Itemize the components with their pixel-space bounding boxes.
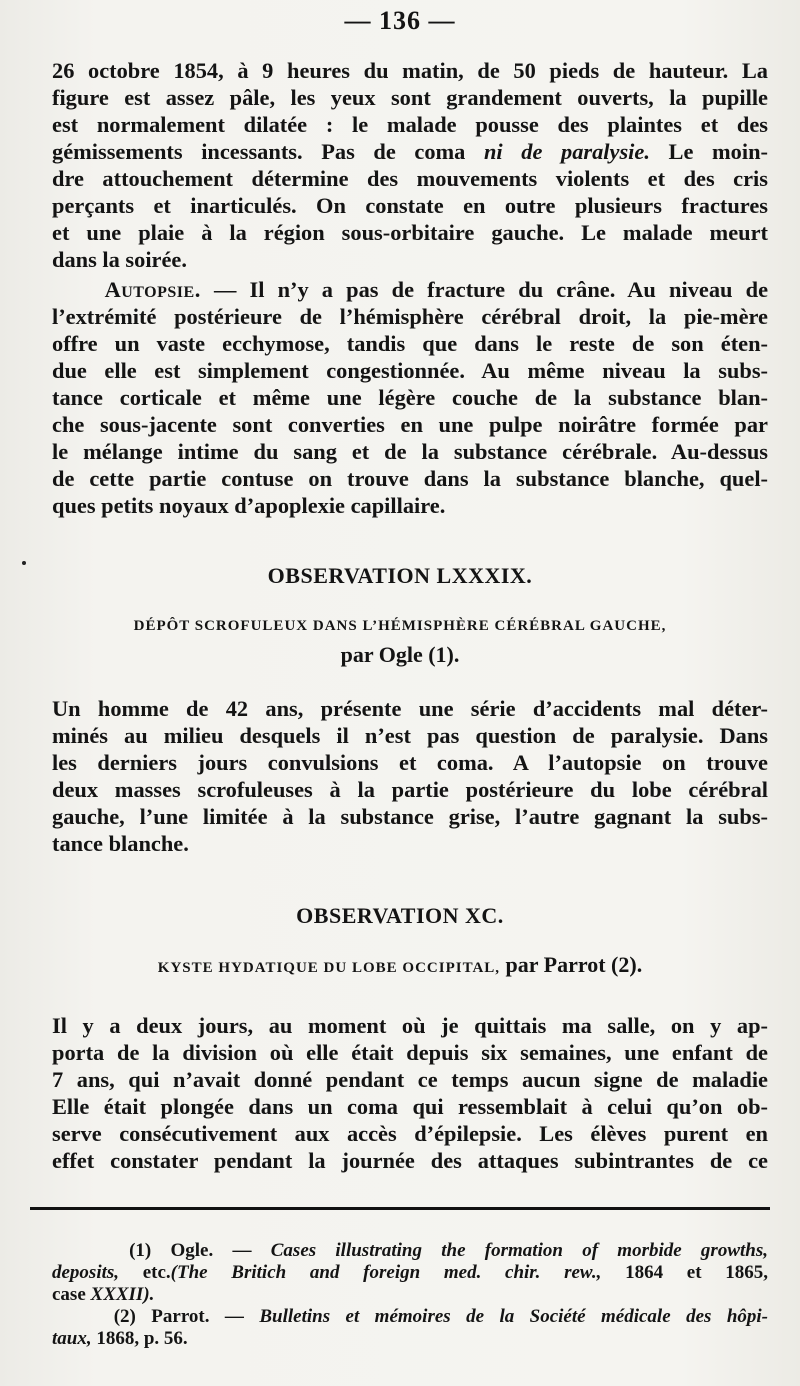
footnotes	[52, 1240, 768, 1350]
intro-paragraph	[52, 57, 768, 273]
intro-line-1: 26 octobre 1854, à 9 heures du matin, de 50 pieds de hauteur. La	[52, 58, 768, 83]
footnote-1-line-1: (1) Ogle. — Cases illustrating the formation of morbide growths,	[129, 1240, 768, 1261]
observation-90-byline: par Parrot (2).	[500, 952, 643, 977]
intro-line-6: perçants et inarticulés. On constate en outre plusieurs fractures	[52, 193, 768, 218]
intro-line-2: figure est assez pâle, les yeux sont grandement ouverts, la pupille	[52, 85, 768, 110]
autopsy-line-4: due elle est simplement congestionnée. Au même niveau la subs-	[52, 358, 768, 383]
footnote-1-line-3: case XXXII).	[52, 1284, 155, 1305]
footnote-rule	[30, 1207, 770, 1210]
intro-line-4: gémissements incessants. Pas de coma ni de paralysie. Le moin-	[52, 139, 769, 164]
obs90-line-3: 7 ans, qui n’avait donné pendant ce temps aucun signe de maladie	[52, 1067, 768, 1092]
observation-89-title: OBSERVATION LXXXIX.	[267, 563, 533, 588]
observation-90-heading-line	[0, 952, 800, 978]
obs89-line-3: les derniers jours convulsions et coma. A l’autopsie on trouve	[52, 750, 768, 775]
intro-line-7: et une plaie à la région sous-orbitaire gauche. Le malade meurt	[52, 220, 768, 245]
autopsy-line-5: tance corticale et même une légère couche de la substance blan-	[52, 385, 768, 410]
intro-line-8: dans la soirée.	[52, 247, 187, 272]
autopsy-line-3: offre un vaste ecchymose, tandis que dans le reste de son éten-	[52, 331, 768, 356]
intro-line-5: dre attouchement détermine des mouvements violents et des cris	[52, 166, 768, 191]
footnote-2-line-1: (2) Parrot. — Bulletins et mémoires de la Société médicale des hôpi-	[113, 1306, 768, 1327]
footnote-1-line-2: deposits, etc.(The Britich and foreign med. chir. rew., 1864 et 1865,	[52, 1262, 768, 1283]
autopsy-line-7: le mélange intime du sang et de la substance cérébrale. Au-dessus	[52, 439, 768, 464]
obs89-line-2: minés au milieu desquels il n’est pas question de paralysie. Dans	[52, 723, 768, 748]
obs90-line-6: effet constater pendant la journée des attaques subintrantes de ce	[52, 1148, 768, 1173]
obs89-line-5: gauche, l’une limitée à la substance grise, l’autre gagnant la subs-	[52, 804, 768, 829]
obs90-line-2: porta de la division où elle était depuis six semaines, une enfant de	[52, 1040, 768, 1065]
autopsy-line-8: de cette partie contuse on trouve dans la substance blanche, quel-	[52, 466, 768, 491]
italic-paralysie: ni de paralysie.	[483, 139, 650, 164]
obs90-line-1: Il y a deux jours, au moment où je quittais ma salle, on y ap-	[52, 1013, 768, 1038]
observation-90-subtitle: KYSTE HYDATIQUE DU LOBE OCCIPITAL,	[157, 960, 501, 976]
obs90-line-4: Elle était plongée dans un coma qui ressemblait à celui qu’on ob-	[52, 1094, 768, 1119]
intro-line-3: est normalement dilatée : le malade pousse des plaintes et des	[52, 112, 768, 137]
autopsy-label: Autopsie.	[104, 277, 201, 302]
obs90-line-5: serve consécutivement aux accès d’épilepsie. Les élèves purent en	[52, 1121, 768, 1146]
observation-89-paragraph	[52, 695, 768, 857]
obs89-line-4: deux masses scrofuleuses à la partie postérieure du lobe cérébral	[52, 777, 768, 802]
observation-90-title: OBSERVATION XC.	[296, 903, 504, 928]
autopsy-line-6: che sous-jacente sont converties en une pulpe noirâtre formée par	[52, 412, 768, 437]
autopsy-line-2: l’extrémité postérieure de l’hémisphère cérébral droit, la pie-mère	[52, 304, 768, 329]
observation-89-subtitle: DÉPÔT SCROFULEUX DANS L’HÉMISPHÈRE CÉRÉBRAL GAUCHE,	[133, 618, 667, 634]
autopsy-line-1: Autopsie. — Il n’y a pas de fracture du crâne. Au niveau de	[104, 277, 769, 302]
obs89-line-1: Un homme de 42 ans, présente une série d’accidents mal déter-	[52, 696, 768, 721]
page-number: — 136 —	[344, 6, 456, 35]
obs89-line-6: tance blanche.	[52, 831, 189, 856]
observation-89-byline: par Ogle (1).	[340, 642, 460, 667]
autopsy-line-9: ques petits noyaux d’apoplexie capillaire.	[52, 493, 446, 518]
autopsy-paragraph	[52, 276, 768, 519]
footnote-2-line-2: taux, 1868, p. 56.	[52, 1328, 188, 1349]
observation-90-paragraph	[52, 1012, 768, 1174]
